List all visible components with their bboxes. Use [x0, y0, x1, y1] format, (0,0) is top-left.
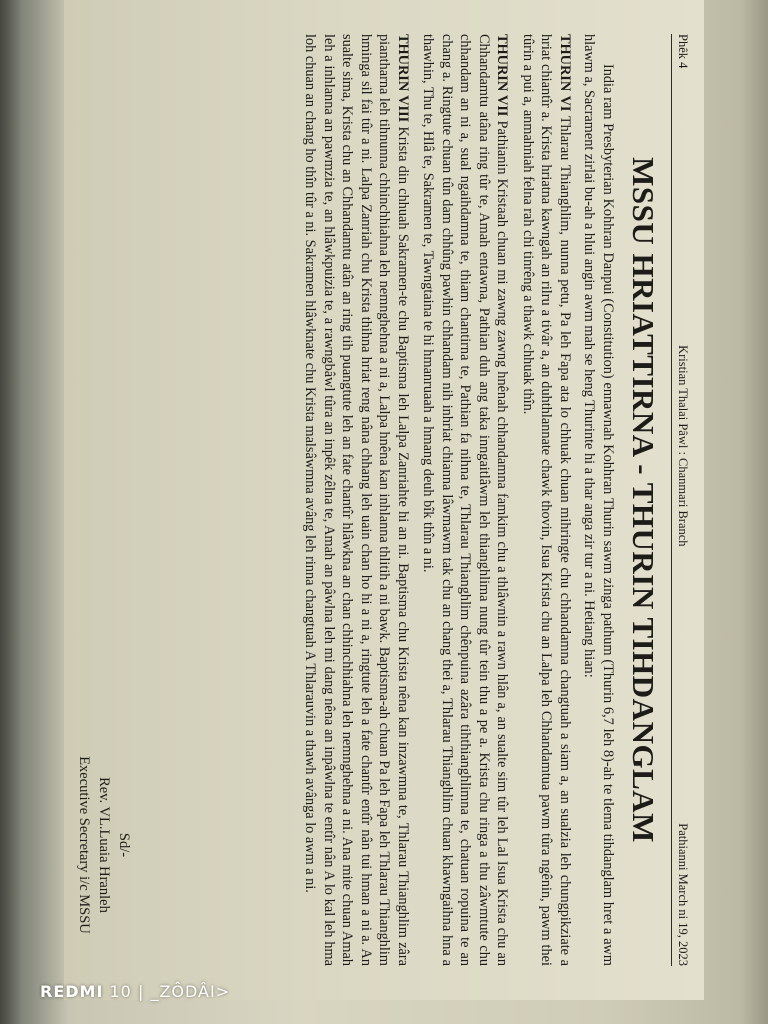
issue-date: Pathianni March ni 19, 2023 [676, 823, 690, 966]
section-body: Pathianin Kristaah chuan mi zawng zawng hnênah chhandamna famkim chu a thlâwnin a rawn hlân a, an sualte sim tûr leh Lal Isua Krista chu an Chhandamtu atâna ring tûr te, Amah entawna, Pathian duh ang taka inngaitlâwm leh thianghlima nung tûr tein thu a pe a. Krista chu ringa a thu zâwmtute chu chhandam an ni a, sual ngaihdamna te, thiam chantirna te, Pathian fa nihna te, Thlarau Thianghlim chênpuina azâra tihthianghlimna te, chatuan ropuina te an chang a. Ringtute chuan tûn dam chhûng pawhin chhandam nih inhriat chianna lâwmawm tak chu an chang thei a, Thlarau Thianghlim chuan khawngaihna hna a thawhin, Thu te, Hlâ te, Sakramen te, Tawngtaina te hi hmanruaah a hmang deuh bîk thîn a ni. [420, 34, 511, 966]
section-title: THURIN VII [494, 34, 511, 117]
section-title: THURIN VIII [395, 34, 411, 123]
camera-watermark [40, 982, 230, 1001]
section-body: Thlarau Thianghlim, nunna petu, Pa leh Fapa ata lo chhuak chuan mihringte chu chhandamna changtuah a siam a, an sualzia leh chungpikziate a hriat chiantîr a. Krista hriatna kawngah an rilru a tivâr a, an duhthlannate chawk thovin, Isua Krista chu an Lalpa leh Chhandamtua pawm tûra ngênin, pawm thei tûrin a pui a, anmahniah felna rah chi tinrêng a thawk chhuak thîn. [520, 34, 573, 966]
watermark-separator: | [137, 982, 145, 1001]
page-title: MSSU HRIATTIRNA - THURIN TIHDANGLAM [626, 157, 661, 843]
section-thurin-vii [419, 34, 512, 966]
section-title: THURIN VI [557, 34, 573, 112]
section-thurin-viii [301, 34, 412, 966]
section-thurin-vi [519, 34, 575, 966]
signatory-designation: Executive Secretary i/c MSSU [76, 756, 92, 934]
signatory-name: Rev. VL.Luaia Hranleh [96, 777, 112, 913]
signature-block [74, 730, 134, 960]
newspaper-page [64, 0, 704, 1000]
photo-edge-shadow [0, 0, 22, 1024]
publication-name: Kristian Thalai Pâwl : Chanmari Branch [676, 345, 690, 547]
watermark-model: 10 [109, 982, 132, 1001]
signature-mark: Sd/- [116, 832, 132, 858]
page-number: Phêk 4 [676, 34, 690, 69]
watermark-lens: _ZÔDÂI> [150, 982, 231, 1001]
running-header [671, 34, 690, 966]
section-body: Krista din chhuah Sakramen-te chu Baptisma leh Lalpa Zanriahte hi an ni. Baptisma chu Krista nêna kan inzawmna te, Thlarau Thianghlim zâra piantharna leh tihnunna chhinchhiahna leh nemnghehna a ni a, Lalpa hnêna kan inhlanna thlitih a ni bawk. Baptisma-ah chuan Pa leh Fapa leh Thlarau Thianghlim hminga sil fai tûr a ni. Lalpa Zanriah chu Krista thihna hriat reng nâna chhang leh uain chan ho hi a ni a, ringtute leh a fate chantîr entîr nân tui hman a ni a. An sualte sima, Krista chu an Chhandamtu atân an ring tih puangtute leh an fate chantîr hlâwkna an chan chhinchhiahna leh nemnghehna a ni. Ana mite chuan Amah leh a inhlanna an pawmzia te, an hlâwkpuizia te, a rawngbâwl tûra an inpêk zêlna te, Amah an pâwlna leh mi dang nêna an inpâwlna te entîr nân A lo kal leh hma loh chuan an chang ho thîn tûr a ni. Sakramen hlâwknate chu Krista malsâwmna avâng leh rinna changtuah A Thlarauvin a thawh avânga lo awm a ni. [302, 34, 411, 967]
intro-paragraph: India ram Presbyterian Kohhran Danpui (Constitution) ennawnah Kohhran Thurin sawm zinga pathum (Thurin 6,7 leh 8)-ah te tlema tihdanglam hret a awm hlawm a, Sacrament zirlai bu-ah a hlui angin awm mah se heng Thurinte hi a thar anga zir tur a ni. Hetiang hian: [581, 34, 616, 966]
watermark-brand: REDMI [40, 982, 104, 1001]
